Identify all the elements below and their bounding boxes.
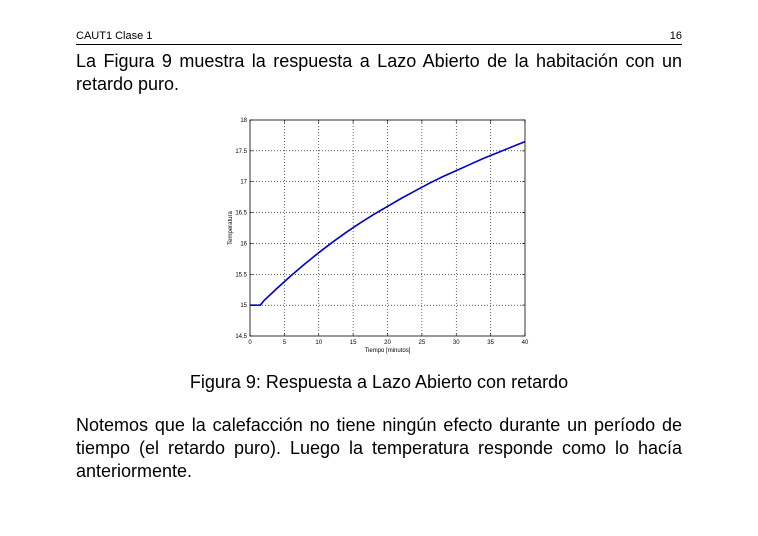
- x-tick-label: 15: [349, 340, 357, 346]
- y-tick-label: 18: [240, 118, 247, 124]
- figure-9: [220, 112, 536, 358]
- y-tick-label: 17: [240, 179, 247, 186]
- x-tick-label: 10: [315, 340, 323, 346]
- x-tick-label: 0: [248, 340, 252, 346]
- figure-caption: Figura 9: Respuesta a Lazo Abierto con retardo: [189, 372, 569, 392]
- x-axis-label: Tiempo [minutos]: [364, 348, 411, 354]
- header-rule: [76, 44, 682, 45]
- intro-paragraph: La Figura 9 muestra la respuesta a Lazo Abierto de la habitación con un retardo puro.: [76, 51, 682, 94]
- y-tick-label: 15.5: [235, 272, 247, 279]
- page-number: 16: [669, 30, 682, 42]
- y-tick-label: 14.5: [235, 334, 247, 340]
- y-tick-label: 17.5: [235, 148, 247, 155]
- y-tick-label: 16.5: [235, 210, 247, 217]
- closing-paragraph: Notemos que la calefacción no tiene ningún efecto durante un período de tiempo (el retardo puro). Luego la temperatura responde como lo hacía anteriormente.: [76, 415, 682, 481]
- x-tick-label: 35: [487, 340, 494, 346]
- x-tick-label: 30: [452, 340, 460, 346]
- response-chart: [220, 112, 536, 358]
- x-tick-label: 5: [282, 340, 287, 346]
- x-tick-label: 25: [418, 340, 426, 346]
- y-axis-label: Temperatura: [228, 211, 234, 245]
- x-tick-label: 40: [521, 340, 529, 346]
- y-tick-label: 16: [240, 241, 247, 248]
- y-tick-label: 15: [240, 303, 247, 310]
- x-tick-label: 20: [384, 340, 391, 346]
- header-title: CAUT1 Clase 1: [76, 30, 153, 42]
